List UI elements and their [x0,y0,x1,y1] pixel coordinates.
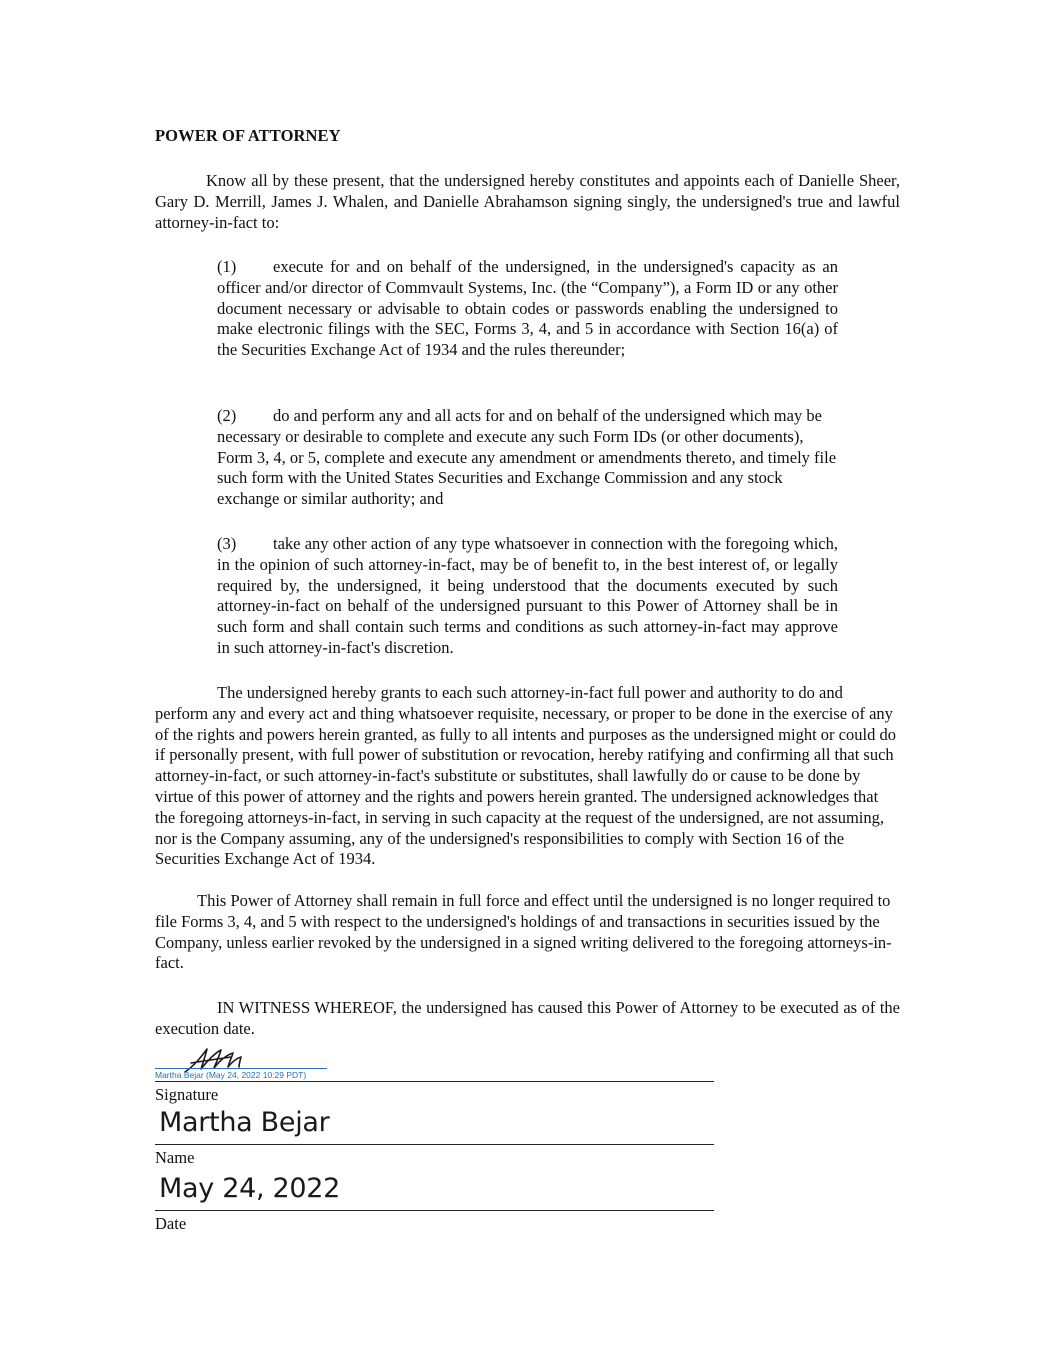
list-item-number: (3) [217,534,237,553]
list-item [217,406,838,510]
intro-paragraph: Know all by these present, that the undersigned hereby constitutes and appoints each of Danielle Sheer, Gary D. Merrill, James J. Whalen, and Danielle Abrahamson signing singly, the undersigned's true and lawful attorney-in-fact to: [155,171,900,232]
signature-line [155,1081,714,1082]
list-item-text: do and perform any and all acts for and on behalf of the undersigned which may be necessary or desirable to complete and execute any such Form IDs (or other documents), Form 3, 4, or 5, complete and execute any amendment or amendments thereto, and timely file such form with the United States Securities and Exchange Commission and any stock exchange or similar authority; and [217,406,837,509]
document-title: POWER OF ATTORNEY [155,126,341,145]
esign-underline [155,1068,327,1069]
grants-paragraph: The undersigned hereby grants to each such attorney-in-fact full power and authority to do and perform any and every act and thing whatsoever requisite, necessary, or proper to be done in the exercise of any of the rights and powers herein granted, as fully to all intents and purposes as the undersigned might or could do if personally present, with full power of substitution or revocation, hereby ratifying and confirming all that such attorney-in-fact, or such attorney-in-fact's substitute or substitutes, shall lawfully do or cause to be done by virtue of this power of attorney and the rights and powers herein granted. The undersigned acknowledges that the foregoing attorneys-in-fact, in serving in such capacity at the request of the undersigned, are not assuming, nor is the Company assuming, any of the undersigned's responsibilities to comply with Section 16 of the Securities Exchange Act of 1934. [155,683,896,869]
list-item [217,534,838,659]
name-value: Martha Bejar [159,1107,330,1138]
signature-block [155,1040,715,1240]
esign-caption: Martha Bejar (May 24, 2022 10:29 PDT) [155,1070,307,1080]
list-item-text: take any other action of any type whatsoever in connection with the foregoing which, in the opinion of such attorney-in-fact, may be of benefit to, in the best interest of, or legally required by, the undersigned, it being understood that the documents executed by such attorney-in-fact on behalf of the undersigned pursuant to this Power of Attorney shall be in such form and shall contain such terms and conditions as such attorney-in-fact may approve in such attorney-in-fact's discretion. [217,534,838,657]
list-item-number: (1) [217,257,237,276]
date-value: May 24, 2022 [159,1173,341,1204]
list-item-text: execute for and on behalf of the undersigned, in the undersigned's capacity as an officer and/or director of Commvault Systems, Inc. (the “Company”), a Form ID or any other document necessary or advisable to obtain codes or passwords enabling the undersigned to make electronic filings with the SEC, Forms 3, 4, and 5 in accordance with Section 16(a) of the Securities Exchange Act of 1934 and the rules thereunder; [217,257,838,360]
witness-paragraph: IN WITNESS WHEREOF, the undersigned has caused this Power of Attorney to be executed as of the execution date. [155,998,900,1038]
name-label: Name [155,1148,195,1167]
date-line [155,1210,714,1211]
duration-paragraph: This Power of Attorney shall remain in full force and effect until the undersigned is no longer required to file Forms 3, 4, and 5 with respect to the undersigned's holdings of and transactions in securities issued by the Company, unless earlier revoked by the undersigned in a signed writing delivered to the foregoing attorneys-in-fact. [155,891,892,973]
signature-label: Signature [155,1085,219,1104]
list-item [217,257,838,361]
list-item-number: (2) [217,406,237,425]
date-label: Date [155,1214,187,1233]
name-line [155,1144,714,1145]
